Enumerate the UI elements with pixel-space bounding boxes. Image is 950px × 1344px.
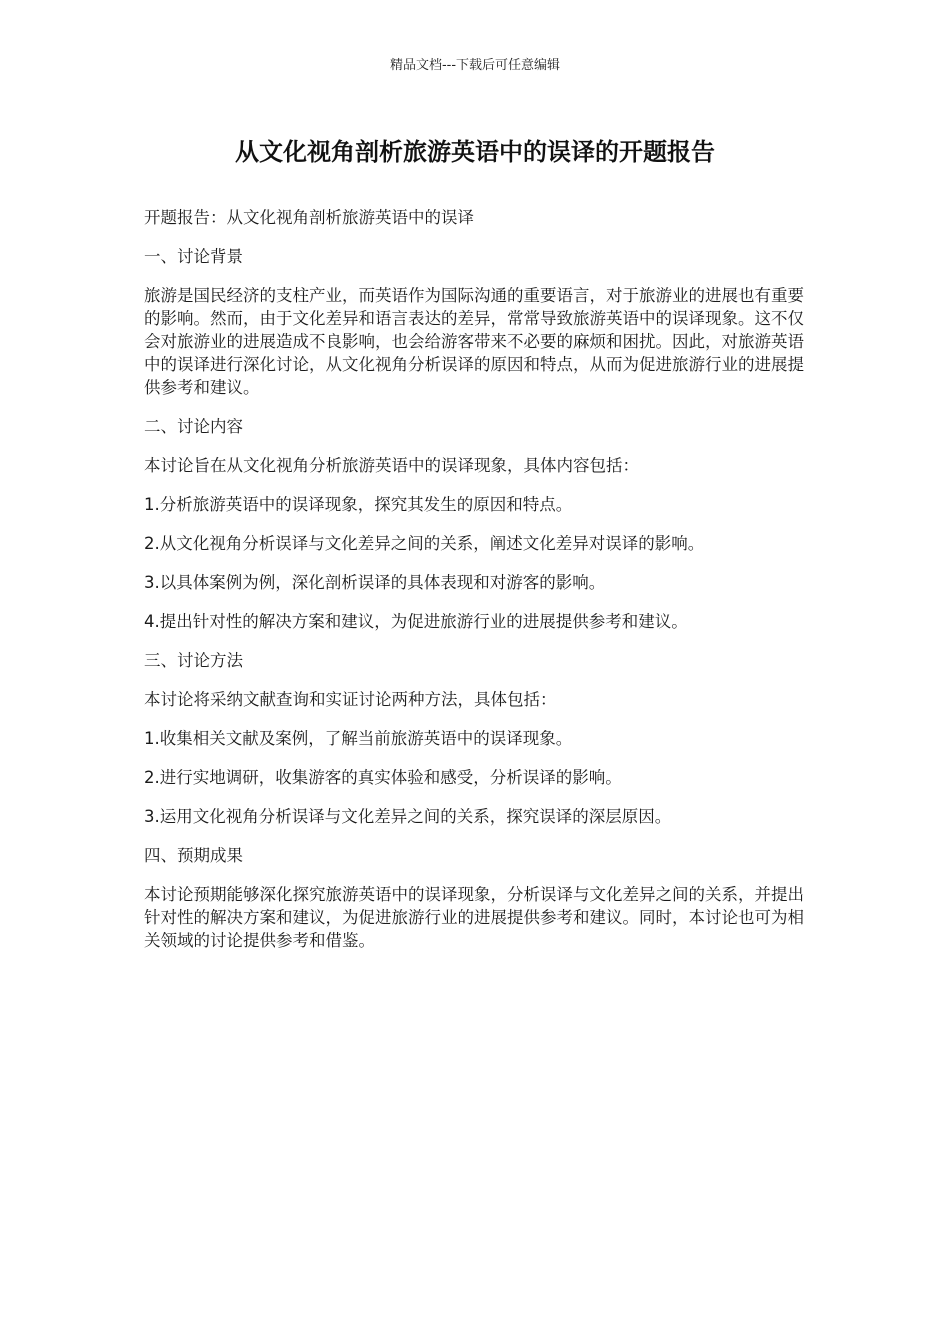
section-heading-background: 一、讨论背景 [144, 247, 243, 266]
list-item-method-1: 1.收集相关文献及案例，了解当前旅游英语中的误译现象。 [144, 729, 573, 748]
document-body [144, 206, 808, 968]
header-note: 精品文档---下载后可任意编辑 [389, 58, 561, 73]
paragraph-method-intro: 本讨论将采纳文献查询和实证讨论两种方法，具体包括： [144, 690, 557, 709]
paragraph-content-intro: 本讨论旨在从文化视角分析旅游英语中的误译现象，具体内容包括： [144, 456, 639, 475]
list-item-content-3: 3.以具体案例为例，深化剖析误译的具体表现和对游客的影响。 [144, 573, 606, 592]
section-heading-content: 二、讨论内容 [144, 417, 243, 436]
paragraph-report-label: 开题报告：从文化视角剖析旅游英语中的误译 [144, 208, 474, 227]
list-item-method-2: 2.进行实地调研，收集游客的真实体验和感受，分析误译的影响。 [144, 768, 622, 787]
paragraph-outcomes: 本讨论预期能够深化探究旅游英语中的误译现象，分析误译与文化差异之间的关系，并提出针对性的解决方案和建议，为促进旅游行业的进展提供参考和建议。同时，本讨论也可为相关领域的讨论提供参考和借鉴。 [144, 885, 804, 950]
list-item-method-3: 3.运用文化视角分析误译与文化差异之间的关系，探究误译的深层原因。 [144, 807, 672, 826]
list-item-content-2: 2.从文化视角分析误译与文化差异之间的关系，阐述文化差异对误译的影响。 [144, 534, 705, 553]
list-item-content-4: 4.提出针对性的解决方案和建议，为促进旅游行业的进展提供参考和建议。 [144, 612, 688, 631]
page-title: 从文化视角剖析旅游英语中的误译的开题报告 [235, 138, 715, 166]
section-heading-method: 三、讨论方法 [144, 651, 243, 670]
section-heading-outcomes: 四、预期成果 [144, 846, 243, 865]
list-item-content-1: 1.分析旅游英语中的误译现象，探究其发生的原因和特点。 [144, 495, 573, 514]
paragraph-background: 旅游是国民经济的支柱产业，而英语作为国际沟通的重要语言，对于旅游业的进展也有重要的影响。然而，由于文化差异和语言表达的差异，常常导致旅游英语中的误译现象。这不仅会对旅游业的进展造成不良影响，也会给游客带来不必要的麻烦和困扰。因此，对旅游英语中的误译进行深化讨论，从文化视角分析误译的原因和特点，从而为促进旅游行业的进展提供参考和建议。 [144, 286, 804, 397]
